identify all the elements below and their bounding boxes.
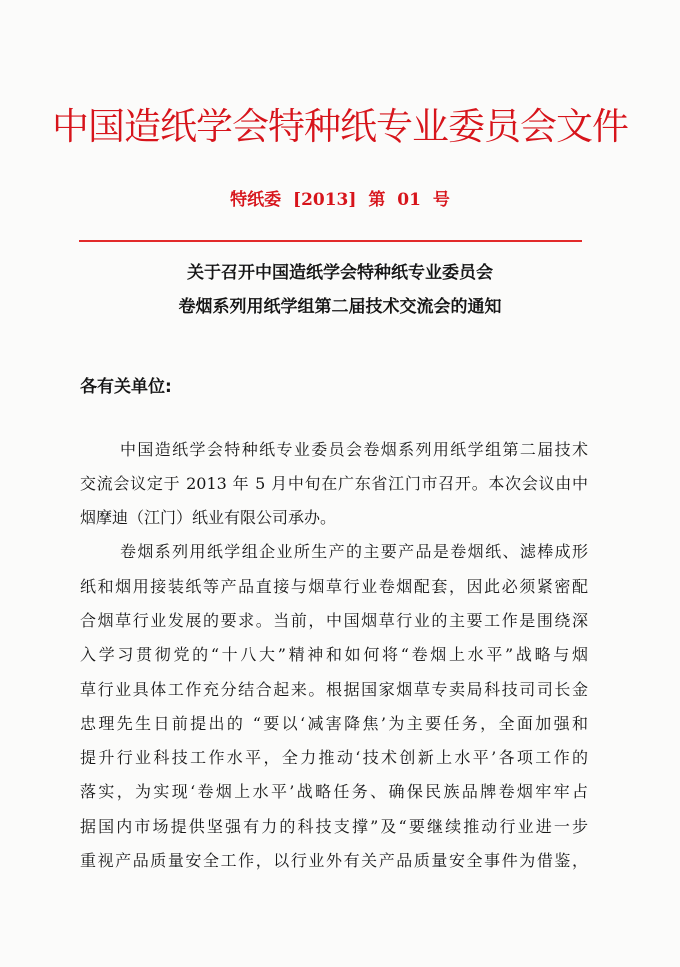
paragraph2-line: 忠理先生日前提出的 “要以‘减害降焦’为主要任务，全面加强和 (80, 714, 588, 733)
doc-year: [2013] (293, 190, 357, 210)
doc-hao: 号 (432, 190, 450, 210)
salutation: 各有关单位: (80, 377, 172, 397)
paragraph2-line: 据国内市场提供坚强有力的科技支撑”及“要继续推动行业进一步 (80, 817, 588, 836)
notice-title-line2: 卷烟系列用纸学组第二届技术交流会的通知 (178, 297, 502, 317)
document-number (0, 185, 680, 210)
doc-num: 01 (397, 190, 421, 210)
paragraph2-line: 纸和烟用接装纸等产品直接与烟草行业卷烟配套，因此必须紧密配 (80, 577, 588, 596)
organization-title: 中国造纸学会特种纸专业委员会文件 (52, 105, 628, 148)
doc-prefix: 特纸委 (230, 190, 282, 210)
paragraph1-line: 中国造纸学会特种纸专业委员会卷烟系列用纸学组第二届技术 (120, 440, 588, 459)
paragraph2-line: 合烟草行业发展的要求。当前，中国烟草行业的主要工作是围绕深 (80, 611, 588, 630)
paragraph2-line: 重视产品质量安全工作，以行业外有关产品质量安全事件为借鉴， (80, 851, 588, 870)
paragraph1-line: 烟摩迪（江门）纸业有限公司承办。 (80, 508, 337, 527)
doc-di: 第 (368, 190, 386, 210)
red-divider (79, 240, 582, 242)
notice-title-line1: 关于召开中国造纸学会特种纸专业委员会 (187, 263, 493, 283)
paragraph2-line: 落实，为实现‘卷烟上水平’战略任务、确保民族品牌卷烟牢牢占 (80, 782, 588, 801)
paragraph1-line: 交流会议定于 2013 年 5 月中旬在广东省江门市召开。本次会议由中 (80, 474, 588, 493)
paragraph2-line: 草行业具体工作充分结合起来。根据国家烟草专卖局科技司司长金 (80, 680, 588, 699)
paragraph2-line: 入学习贯彻党的“十八大”精神和如何将“卷烟上水平”战略与烟 (80, 645, 588, 664)
paragraph2-line: 提升行业科技工作水平，全力推动‘技术创新上水平’各项工作的 (80, 748, 588, 767)
paragraph2-line: 卷烟系列用纸学组企业所生产的主要产品是卷烟纸、滤棒成形 (120, 542, 588, 561)
